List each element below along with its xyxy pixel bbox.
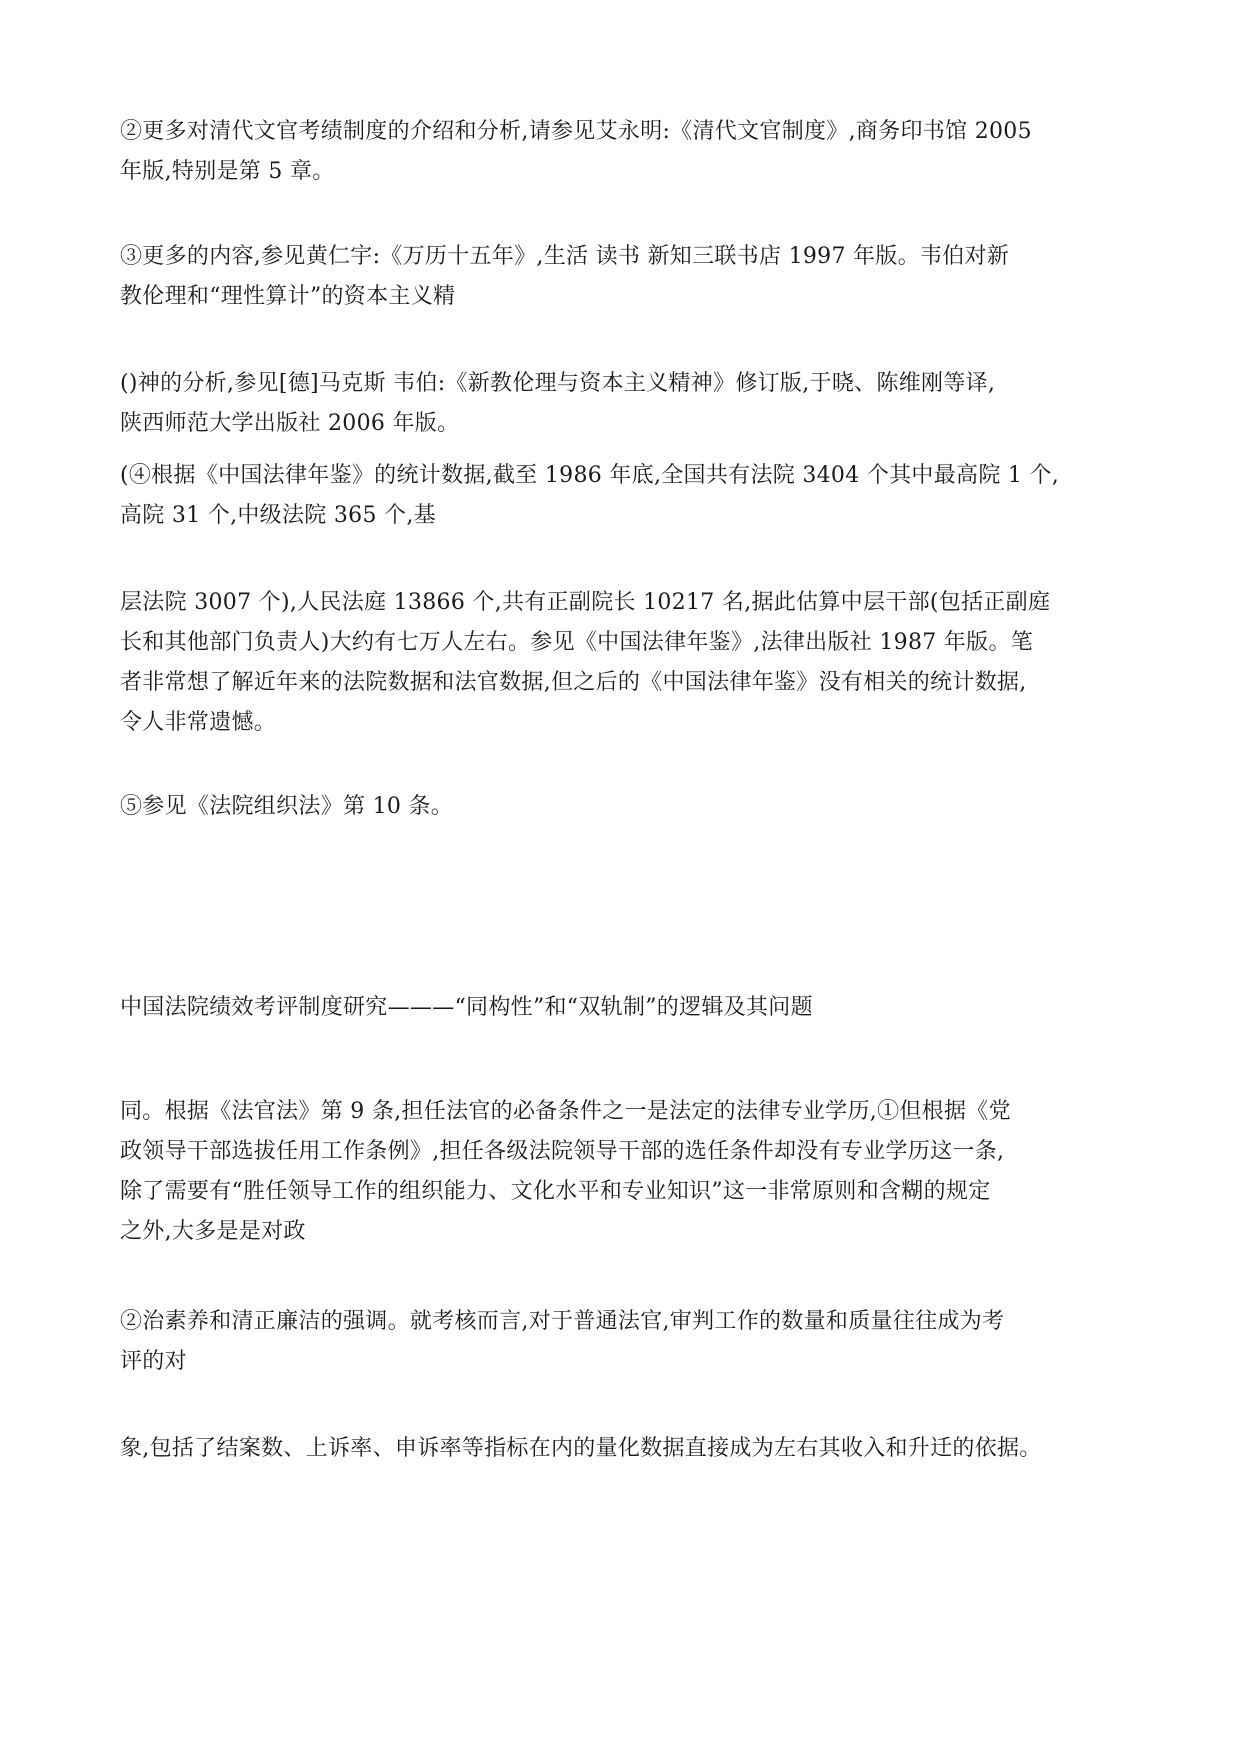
text-line: ②治素养和清正廉洁的强调。就考核而言,对于普通法官,审判工作的数量和质量往往成为考 bbox=[120, 1309, 1005, 1334]
text-line: ②更多对清代文官考绩制度的介绍和分析,请参见艾永明:《清代文官制度》,商务印书馆 2005 bbox=[120, 119, 1032, 144]
text-line: 之外,大多是是对政 bbox=[120, 1219, 306, 1244]
text-line: 陕西师范大学出版社 2006 年版。 bbox=[120, 411, 460, 436]
footnote-3-weber-continued bbox=[120, 364, 1120, 444]
text-line: 教伦理和“理性算计”的资本主义精 bbox=[120, 284, 456, 309]
text-line: 长和其他部门负责人)大约有七万人左右。参见《中国法律年鉴》,法律出版社 1987 年版。笔 bbox=[120, 630, 1034, 655]
footnote-4-continued bbox=[120, 583, 1120, 743]
body-paragraph-assessment bbox=[120, 1302, 1120, 1382]
text-line: 层法院 3007 个),人民法庭 13866 个,共有正副院长 10217 名,据此估算中层干部(包括正副庭 bbox=[120, 590, 1051, 615]
text-line: 高院 31 个,中级法院 365 个,基 bbox=[120, 503, 436, 528]
running-title: 中国法院绩效考评制度研究———“同构性”和“双轨制”的逻辑及其问题 bbox=[120, 995, 813, 1020]
text-line: ⑤参见《法院组织法》第 10 条。 bbox=[120, 794, 454, 819]
text-line: 令人非常遗憾。 bbox=[120, 710, 277, 735]
body-paragraph-judges-law bbox=[120, 1092, 1120, 1252]
text-line: 象,包括了结案数、上诉率、申诉率等指标在内的量化数据直接成为左右其收入和升迁的依据。 bbox=[120, 1436, 1042, 1461]
text-line: 政领导干部选拔任用工作条例》,担任各级法院领导干部的选任条件却没有专业学历这一条, bbox=[120, 1139, 1005, 1164]
footnote-5-court-organization-law bbox=[120, 787, 1120, 827]
body-paragraph-quantified-data bbox=[120, 1429, 1120, 1469]
footnote-3-wanli bbox=[120, 237, 1120, 317]
footnote-4-court-statistics bbox=[120, 456, 1120, 536]
text-line: 除了需要有“胜任领导工作的组织能力、文化水平和专业知识”这一非常原则和含糊的规定 bbox=[120, 1179, 991, 1204]
text-line: ()神的分析,参见[德]马克斯 韦伯:《新教伦理与资本主义精神》修订版,于晓、陈维刚等译, bbox=[120, 371, 996, 396]
text-line: 者非常想了解近年来的法院数据和法官数据,但之后的《中国法律年鉴》没有相关的统计数据, bbox=[120, 670, 1027, 695]
text-line: (④根据《中国法律年鉴》的统计数据,截至 1986 年底,全国共有法院 3404 个其中最高院 1 个, bbox=[120, 463, 1060, 488]
text-line: 同。根据《法官法》第 9 条,担任法官的必备条件之一是法定的法律专业学历,①但根据《党 bbox=[120, 1099, 1011, 1124]
footnote-2-qing-official-system bbox=[120, 112, 1120, 192]
text-line: ③更多的内容,参见黄仁宇:《万历十五年》,生活 读书 新知三联书店 1997 年版。韦伯对新 bbox=[120, 244, 1010, 269]
text-line: 年版,特别是第 5 章。 bbox=[120, 159, 335, 184]
text-line: 评的对 bbox=[120, 1349, 187, 1374]
